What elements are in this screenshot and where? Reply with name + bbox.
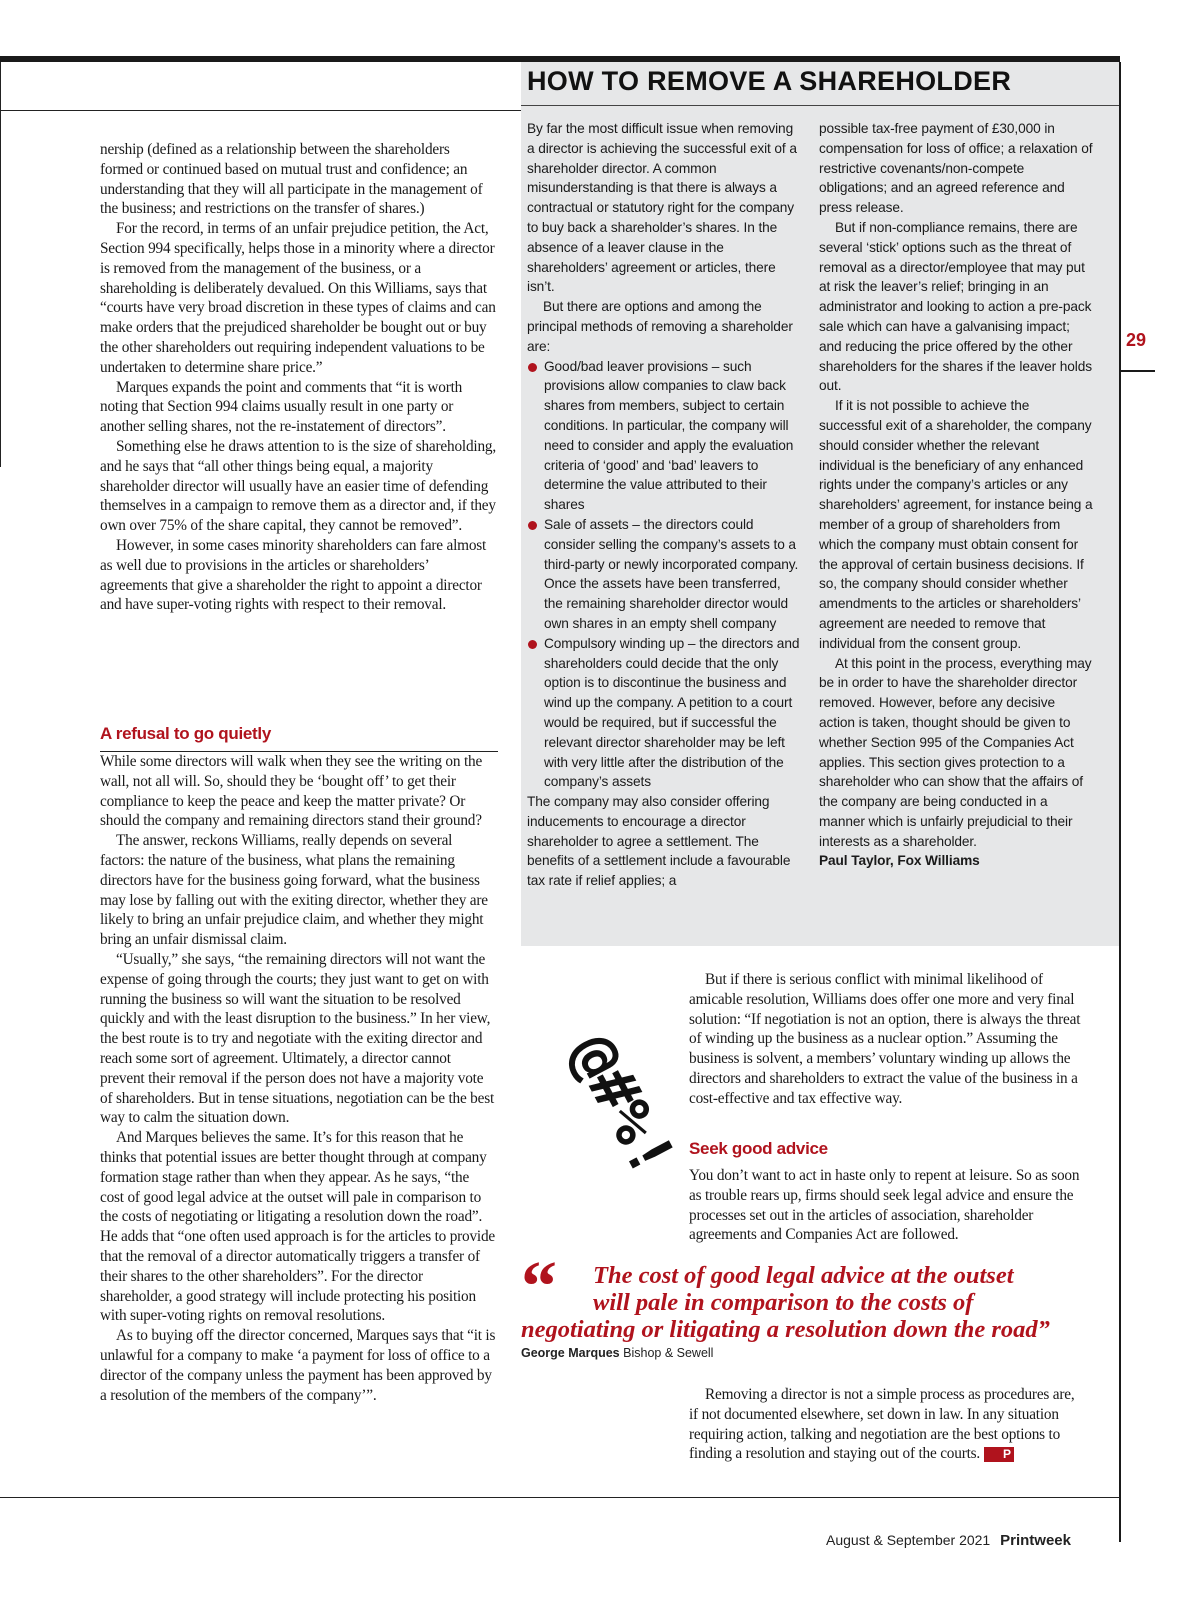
bullet-dot-icon bbox=[528, 640, 537, 649]
magazine-name: Printweek bbox=[1000, 1532, 1071, 1549]
paragraph: While some directors will walk when they see the writing on the wall, not all will. So, should they be ‘bought off’ to get their compliance to keep the peace and keep the matter private? Or should the company and remaining directors stand their ground? bbox=[100, 753, 483, 830]
paragraph: However, in some cases minority shareholders can fare almost as well due to provisions in the articles or shareholders’ agreements that give a shareholder the right to appoint a director and have super-voting rights with respect to their removal. bbox=[100, 536, 487, 614]
paragraph: As to buying off the director concerned, Marques says that “it is unlawful for a company to make ‘a payment for loss of office to a director of the company unless the payment has been approved by a resolution of the members of the company’”. bbox=[100, 1327, 496, 1404]
box-paragraph: But if non-compliance remains, there are several ‘stick’ options such as the threat of removal as a director/employee that may put at risk the leaver’s relief; bringing in an administrator and looking to action a pre-pack sale which can have a galvanising impact; and reducing the price offered by the other shareholders for the shares if the leaver holds out. bbox=[819, 219, 1093, 394]
bullet-item: Compulsory winding up – the directors and shareholders could decide that the only option is to discontinue the business and wind up the company. A petition to a court would be required, but if successful the relevant director shareholder may be left with very little after the distribution of the company’s assets bbox=[527, 634, 801, 792]
paragraph: Marques expands the point and comments that “it is worth noting that Section 994 claims usually result in one party or another selling shares, not the re-instatement of directors”. bbox=[100, 378, 463, 436]
subhead-refusal: A refusal to go quietly bbox=[100, 724, 271, 743]
paragraph: Something else he draws attention to is the size of shareholding, and he says that “all other things being equal, a majority shareholder director will usually have an easier time of defending themselves in a campaign to remove them as a director and, if they own over 75% of the share capital, they cannot be removed”. bbox=[100, 437, 496, 535]
box-paragraph: By far the most difficult issue when removing a director is achieving the successful exit of a shareholder director. A common misunderstanding is that there is always a contractual or statutory right for the company to buy back a shareholder’s shares. In the absence of a leaver clause in the shareholders’ agreement or articles, there isn’t. bbox=[527, 121, 797, 295]
page-footer bbox=[826, 1532, 1071, 1549]
bullet-dot-icon bbox=[528, 521, 537, 530]
box-col1 bbox=[527, 119, 801, 891]
quote-line: will pale in comparison to the costs of bbox=[593, 1289, 974, 1316]
article-col2c bbox=[689, 1385, 1087, 1464]
left-rule bbox=[0, 62, 1, 467]
paragraph: Removing a director is not a simple process as procedures are, if not documented elsewhere, set down in law. In any situation requiring action, talking and negotiation are the best options to finding a resolution and staying out of the courts. P bbox=[689, 1386, 1075, 1463]
article-col1 bbox=[100, 140, 496, 615]
bullet-dot-icon bbox=[528, 363, 537, 372]
issue-date: August & September 2021 bbox=[826, 1532, 991, 1548]
box-col2 bbox=[819, 119, 1093, 871]
paragraph: nership (defined as a relationship between the shareholders formed or continued based on mutual trust and confidence; an understanding that they will all participate in the management of the business; and restrictions on the transfer of shares.) bbox=[100, 141, 483, 218]
pull-quote bbox=[521, 1246, 1101, 1343]
bullet-item: Good/bad leaver provisions – such provisions allow companies to claw back shares from members, subject to certain conditions. In particular, the company will need to consider and apply the evaluation criteria of ‘good’ and ‘bad’ leavers to determine the value attributed to their shares bbox=[527, 357, 801, 515]
box-credit: Paul Taylor, Fox Williams bbox=[819, 853, 980, 869]
bullet-item: Sale of assets – the directors could consider selling the company’s assets to a third-party or newly incorporated company. Once the assets have been transferred, the remaining shareholder director would own shares in an empty shell company bbox=[527, 515, 801, 634]
box-paragraph: The company may also consider offering inducements to encourage a director shareholder to agree a settlement. The benefits of a settlement include a favourable tax rate if relief applies; a bbox=[527, 794, 791, 889]
box-paragraph: possible tax-free payment of £30,000 in compensation for loss of office; a relaxation of restrictive covenants/non-compete obligations; and an agreed reference and press release. bbox=[819, 121, 1093, 216]
quote-line: negotiating or litigating a resolution down the road” bbox=[521, 1316, 1050, 1343]
box-paragraph: At this point in the process, everything may be in order to have the shareholder director removed. However, before any decisive action is taken, thought should be given to whether Section 995 of the Companies Act applies. This section gives protection to a shareholder who can show that the affairs of the company are being conducted in a manner which is unfairly prejudicial to their interests as a shareholder. bbox=[819, 655, 1092, 849]
quote-line: The cost of good legal advice at the outset bbox=[593, 1262, 1014, 1289]
page-number: 29 bbox=[1126, 330, 1147, 350]
article-col1b bbox=[100, 752, 496, 1405]
bottom-rule bbox=[0, 1497, 1120, 1498]
box-paragraph: But there are options and among the principal methods of removing a shareholder are: bbox=[527, 299, 793, 354]
paragraph: And Marques believes the same. It’s for this reason that he thinks that potential issues are better thought through at company formation stage rather than when they appear. As he says, “the cost of good legal advice at the outset will pale in comparison to the costs of negotiating or litigating a resolution down the road”. He adds that “one often used approach is for the articles to provide that the removal of a director automatically triggers a transfer of their shares to the other shareholders”. For the director shareholder, a good strategy will include protecting his position with super-voting rights on removal resolutions. bbox=[100, 1129, 496, 1325]
box-title: HOW TO REMOVE A SHAREHOLDER bbox=[527, 66, 1012, 96]
paragraph: But if there is serious conflict with minimal likelihood of amicable resolution, Williams does offer one more and very final solution: “If negotiation is not an option, there is always the threat of winding up the business as a nuclear option.” Assuming the business is solvent, a members’ voluntary winding up allows the directors and shareholders to extract the value of the business in a cost-effective and tax effective way. bbox=[689, 971, 1081, 1107]
box-bullet-list bbox=[527, 357, 801, 793]
subhead-advice: Seek good advice bbox=[689, 1139, 828, 1158]
paragraph: The answer, reckons Williams, really depends on several factors: the nature of the business, what plans the remaining directors have for the business going forward, what the business may lose by falling out with the exiting director, whether they are likely to bring an unfair prejudice claim, and whether they might bring an unfair dismissal claim. bbox=[100, 832, 488, 949]
end-mark-icon: P bbox=[984, 1447, 1014, 1462]
box-paragraph: If it is not possible to achieve the successful exit of a shareholder, the company should consider whether the relevant individual is the beneficiary of any enhanced rights under the company’s articles or any shareholders’ agreement, for instance being a member of a group of shareholders from which the company must obtain consent for the approval of certain business decisions. If so, the company should consider whether amendments to the articles or shareholders’ agreement are needed to remove that individual from the consent group. bbox=[819, 398, 1093, 651]
top-frame bbox=[0, 62, 521, 111]
box-title-rule bbox=[521, 105, 1119, 106]
paragraph: You don’t want to act in haste only to repent at leisure. So as soon as trouble rears up, firms should seek legal advice and ensure the processes set out in the articles of association, shareholder agreements and Companies Act are followed. bbox=[689, 1167, 1080, 1244]
quote-mark-icon: “ bbox=[521, 1246, 557, 1326]
page-tick bbox=[1121, 370, 1155, 372]
quote-attribution bbox=[521, 1346, 713, 1360]
quote-name: George Marques bbox=[521, 1346, 620, 1360]
article-col2b bbox=[689, 1166, 1087, 1245]
article-col2 bbox=[689, 970, 1087, 1109]
paragraph: “Usually,” she says, “the remaining directors will not want the expense of going through the courts; they just want to get on with running the business so will want the situation to be resolved quickly and with the least disruption to the business.” In her view, the best route is to try and negotiate with the exiting director and reach some sort of agreement. Ultimately, a director cannot prevent their removal if the person does not have a majority vote of shareholders. But in tense situations, negotiation can be the best way to calm the situation down. bbox=[100, 950, 495, 1127]
paragraph: For the record, in terms of an unfair prejudice petition, the Act, Section 994 specifically, helps those in a minority where a director is removed from the management of the business, or a shareholding is deliberately devalued. On this Williams, says that “courts have very broad discretion in these types of claims and can make orders that the prejudiced shareholder be bought out or buy the other shareholders out requiring independent valuations to be undertaken to determine share price.” bbox=[100, 220, 496, 376]
quote-org: Bishop & Sewell bbox=[623, 1346, 714, 1360]
symbols-doodle: @#%! bbox=[556, 1022, 691, 1189]
right-rule bbox=[1119, 62, 1121, 1542]
